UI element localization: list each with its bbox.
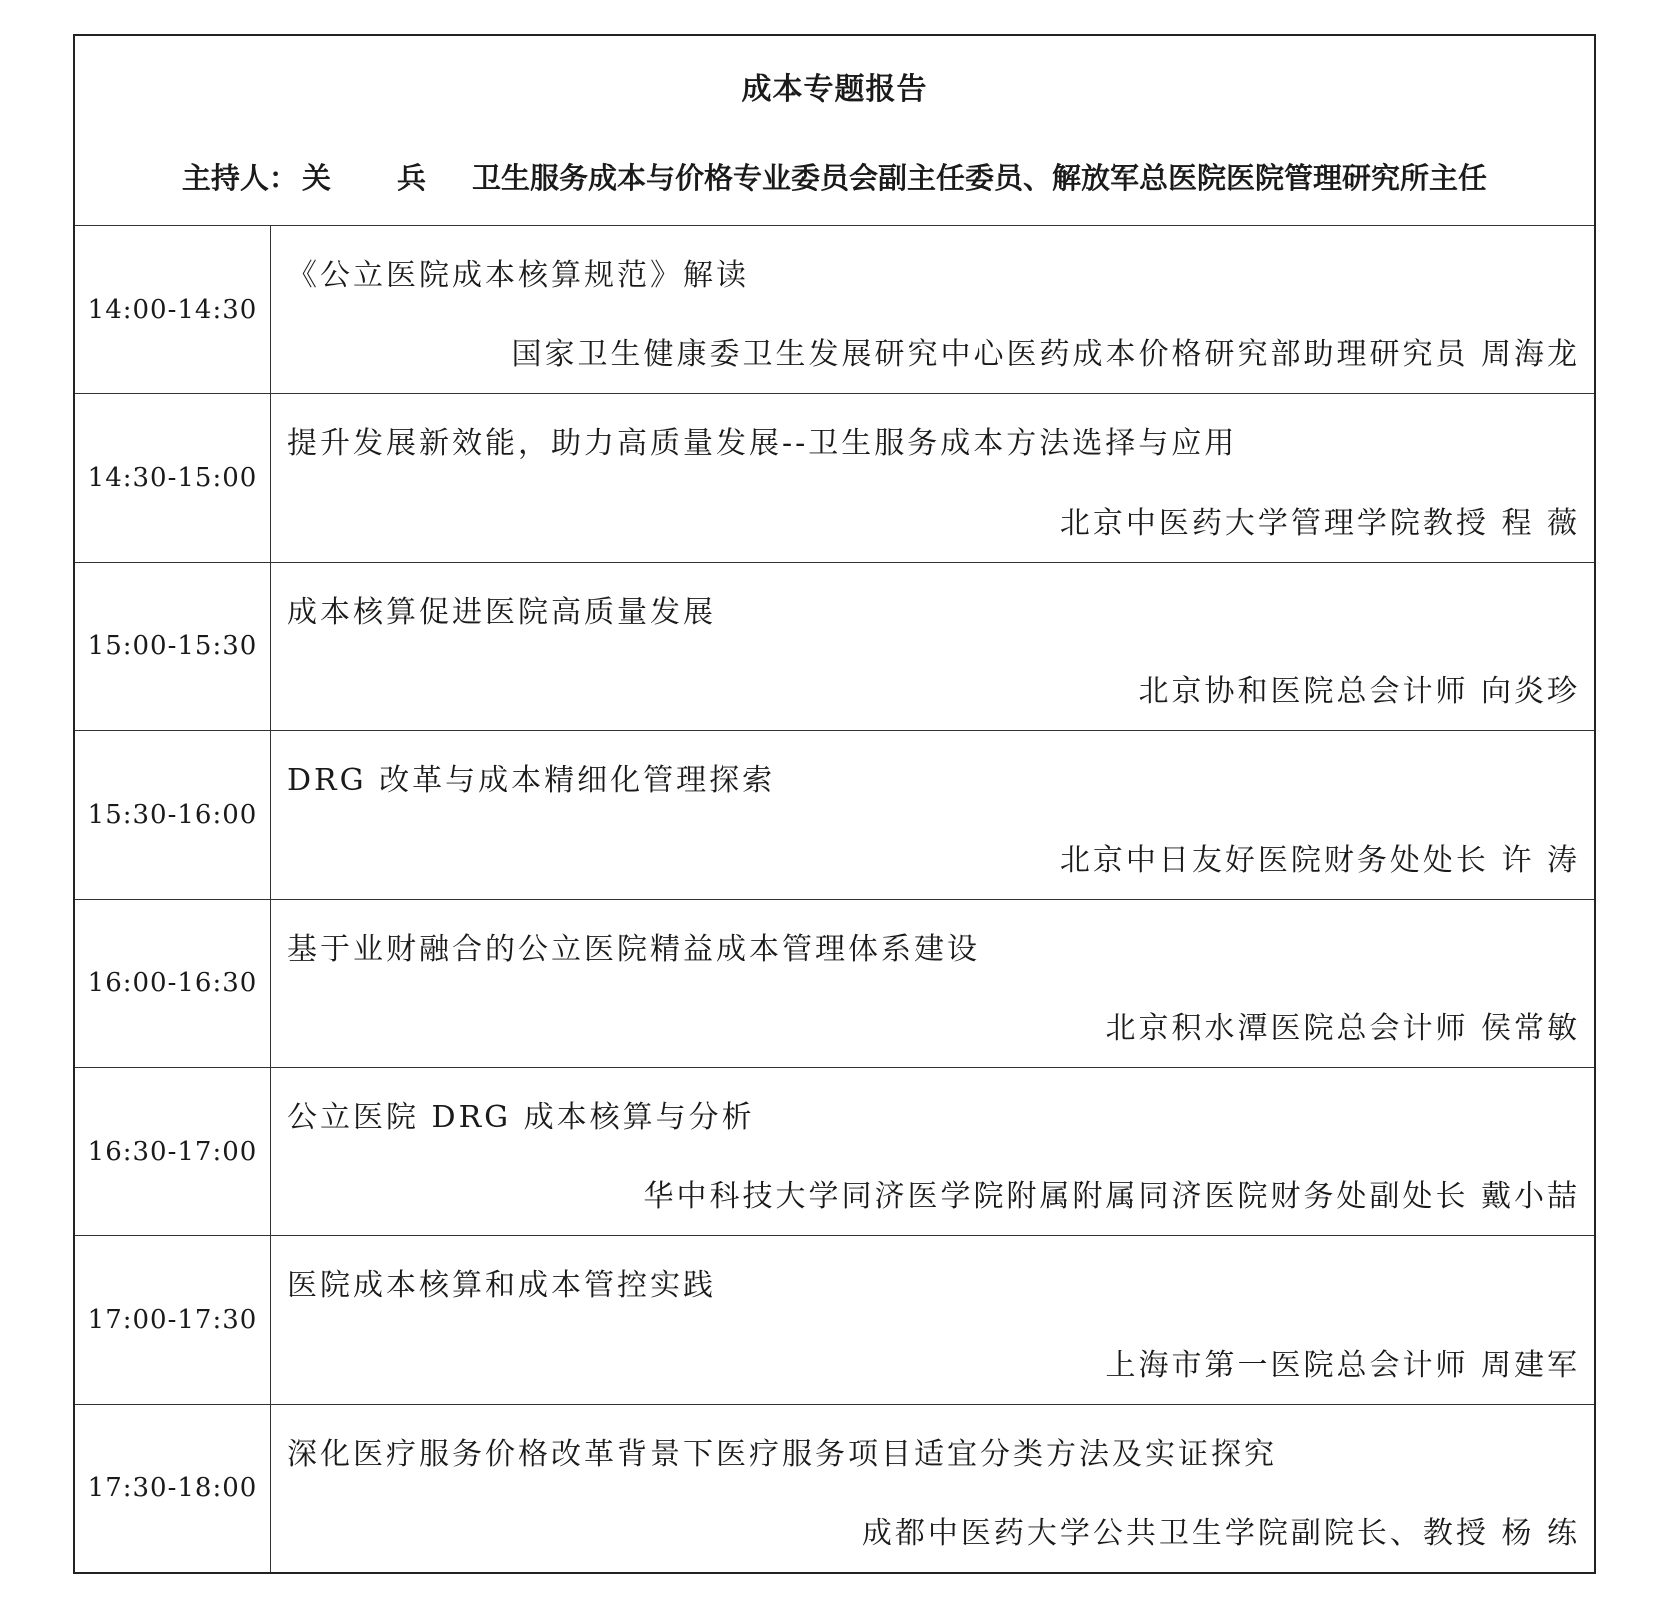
talk-title: 提升发展新效能，助力高质量发展--卫生服务成本方法选择与应用 — [287, 426, 1238, 462]
table-row — [75, 1068, 1594, 1236]
speaker-info: 华中科技大学同济医学院附属附属同济医院财务处副处长 戴小喆 — [643, 1179, 1580, 1215]
table-row — [75, 1236, 1594, 1404]
talk-title: 《公立医院成本核算规范》解读 — [287, 258, 749, 293]
speaker-info: 北京中医药大学管理学院教授 程 薇 — [1059, 505, 1580, 541]
session-content — [271, 1405, 1594, 1572]
speaker-info: 国家卫生健康委卫生发展研究中心医药成本价格研究部助理研究员 周海龙 — [511, 337, 1580, 373]
table-header — [75, 36, 1594, 226]
host-title: 卫生服务成本与价格专业委员会副主任委员、解放军总医院医院管理研究所主任 — [472, 161, 1488, 195]
talk-title: 深化医疗服务价格改革背景下医疗服务项目适宜分类方法及实证探究 — [287, 1436, 1277, 1472]
session-content — [271, 1068, 1594, 1235]
table-row — [75, 563, 1594, 731]
session-content — [271, 394, 1594, 561]
session-content — [271, 563, 1594, 730]
table-row — [75, 226, 1594, 394]
session-title: 成本专题报告 — [741, 72, 928, 107]
talk-title: 成本核算促进医院高质量发展 — [287, 594, 716, 630]
talk-title: DRG 改革与成本精细化管理探索 — [287, 763, 776, 799]
session-content — [271, 1236, 1594, 1403]
talk-title: 基于业财融合的公立医院精益成本管理体系建设 — [287, 931, 980, 967]
talk-title: 医院成本核算和成本管控实践 — [287, 1268, 716, 1304]
host-line — [75, 156, 1594, 197]
session-time: 15:00-15:30 — [75, 563, 271, 730]
session-time: 17:30-18:00 — [75, 1405, 271, 1572]
table-row — [75, 731, 1594, 899]
speaker-info: 成都中医药大学公共卫生学院副院长、教授 杨 练 — [861, 1516, 1580, 1551]
table-row — [75, 394, 1594, 562]
speaker-info: 上海市第一医院总会计师 周建军 — [1105, 1347, 1580, 1383]
session-time: 14:30-15:00 — [75, 394, 271, 561]
speaker-info: 北京中日友好医院财务处处长 许 涛 — [1059, 842, 1580, 878]
session-time: 15:30-16:00 — [75, 731, 271, 898]
session-rows — [75, 226, 1594, 1572]
session-content — [271, 226, 1594, 393]
session-time: 17:00-17:30 — [75, 1236, 271, 1403]
speaker-info: 北京积水潭医院总会计师 侯常敏 — [1105, 1010, 1580, 1046]
session-content — [271, 900, 1594, 1067]
speaker-info: 北京协和医院总会计师 向炎珍 — [1138, 674, 1580, 710]
table-row — [75, 1405, 1594, 1572]
session-time: 14:00-14:30 — [75, 226, 271, 393]
host-name: 关 兵 — [301, 161, 455, 195]
schedule-table — [73, 34, 1596, 1574]
session-time: 16:30-17:00 — [75, 1068, 271, 1235]
session-content — [271, 731, 1594, 898]
host-label: 主持人： — [181, 161, 298, 195]
session-time: 16:00-16:30 — [75, 900, 271, 1067]
table-row — [75, 900, 1594, 1068]
talk-title: 公立医院 DRG 成本核算与分析 — [287, 1099, 755, 1135]
